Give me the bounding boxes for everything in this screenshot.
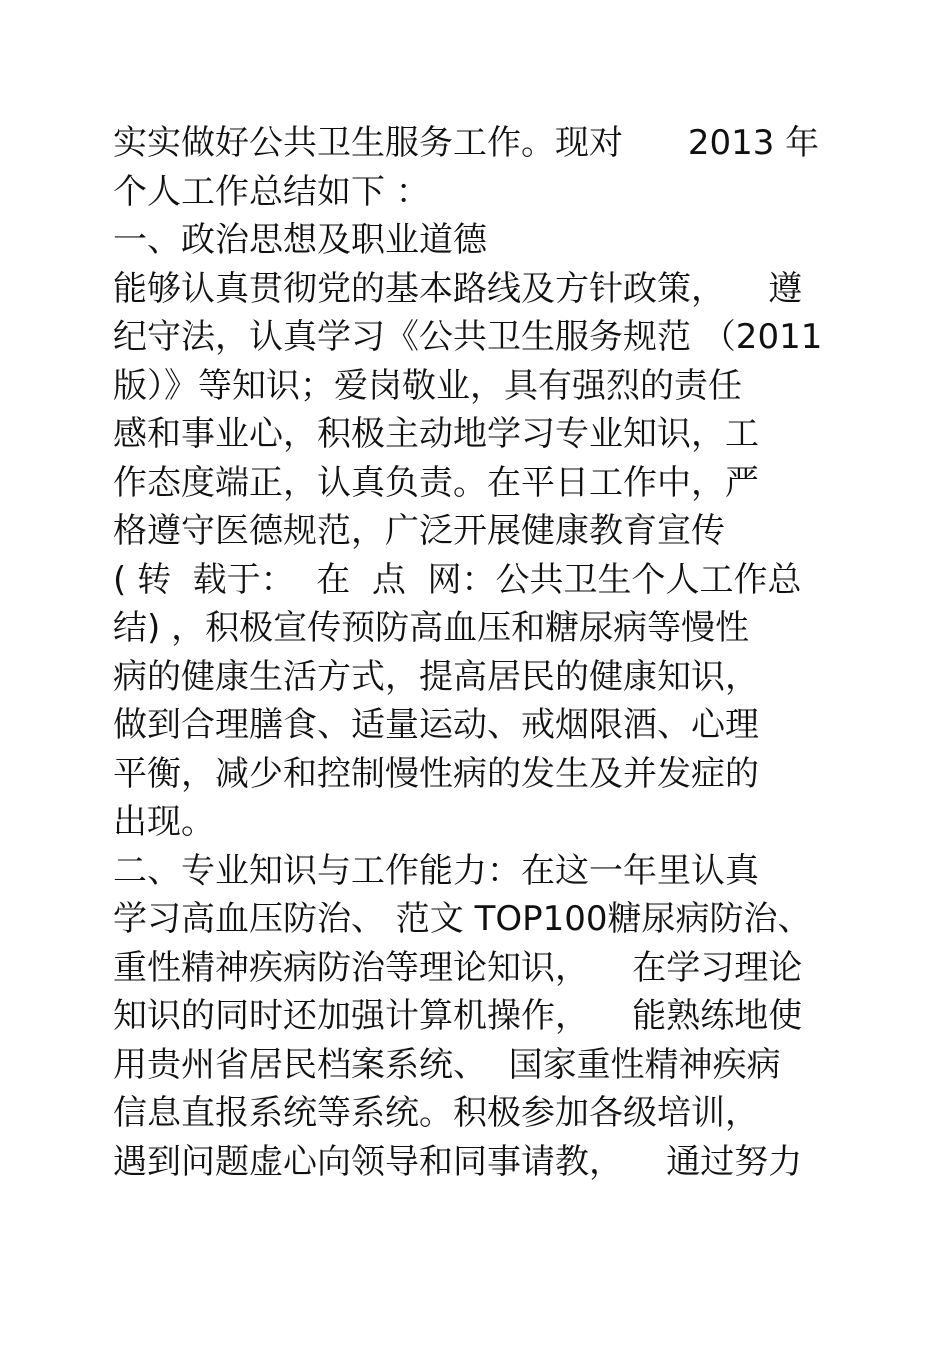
text-line: 遇到问题虚心向领导和同事请教， 通过努力 — [113, 1141, 803, 1182]
text-line: 感和事业心，积极主动地学习专业知识，工 — [113, 414, 759, 454]
text-line: 个人工作总结如下 ： — [113, 171, 430, 212]
text-line: 病的健康生活方式，提高居民的健康知识， — [113, 656, 759, 697]
text-line: 纪守法，认真学习《公共卫生服务规范 （2011 — [113, 317, 823, 357]
text-line: 学习高血压防治、 范文 TOP100糖尿病防治、 — [113, 899, 812, 939]
text-line: 用贵州省居民档案系统、 国家重性精神疾病 — [113, 1044, 781, 1085]
text-line: 作态度端正，认真负责。在平日工作中，严 — [113, 462, 759, 503]
text-line: ( 转 载于： 在 点 网：公共卫生个人工作总 — [113, 559, 802, 600]
text-line: 能够认真贯彻党的基本路线及方针政策， 遵 — [113, 268, 803, 309]
text-line: 平衡，减少和控制慢性病的发生及并发症的 — [113, 753, 759, 794]
text-line: 信息直报系统等系统。积极参加各级培训， — [113, 1093, 759, 1133]
section-heading: 一、政治思想及职业道德 — [113, 220, 487, 260]
text-line: 知识的同时还加强计算机操作， 能熟练地使 — [113, 996, 803, 1036]
section-heading: 二、专业知识与工作能力：在这一年里认真 — [113, 850, 759, 891]
text-line: 实实做好公共卫生服务工作。现对 2013 年 — [113, 123, 820, 163]
text-line: 做到合理膳食、适量运动、戒烟限酒、心理 — [113, 705, 759, 745]
text-line: 出现。 — [113, 802, 215, 842]
body-text — [113, 119, 853, 1186]
text-line: 结) ，积极宣传预防高血压和糖尿病等慢性 — [113, 608, 750, 648]
text-line: 重性精神疾病防治等理论知识， 在学习理论 — [113, 947, 803, 988]
text-line: 版）》等知识；爱岗敬业，具有强烈的责任 — [113, 365, 742, 406]
text-line: 格遵守医德规范，广泛开展健康教育宣传 — [113, 511, 725, 551]
